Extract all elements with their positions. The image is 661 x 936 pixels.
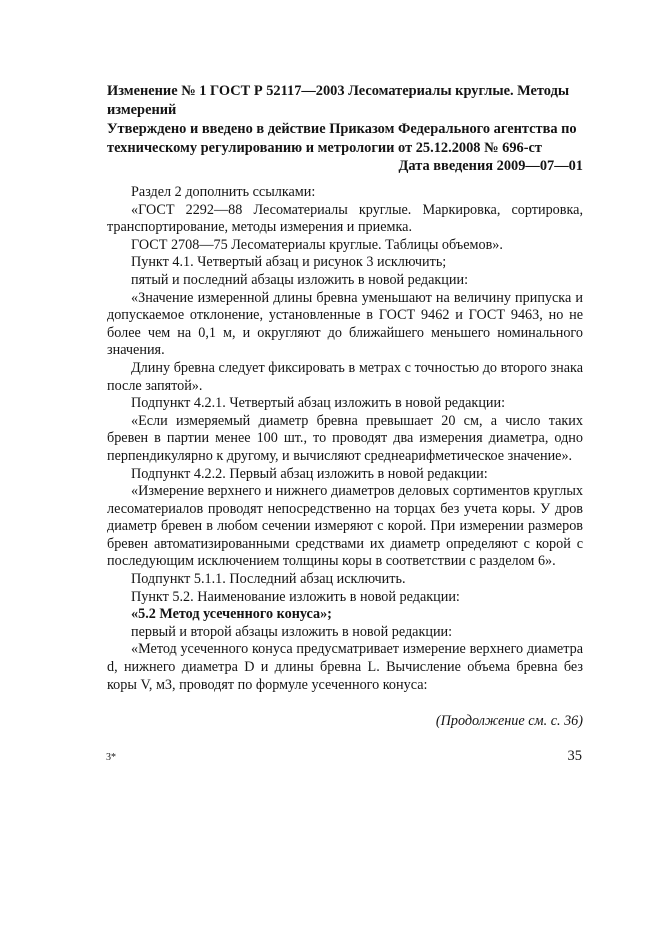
document-body: [107, 184, 583, 694]
paragraph: «Измерение верхнего и нижнего диаметров деловых сортиментов круглых лесоматериалов проводят непосредственно на торцах без учета коры. У дров диаметр бревен в любом сечении измеряют с корой. При измерении размеров бревен автоматизированными средствами их диаметр определяют с корой с последующим исключением толщины коры в соответствии с разделом 6».: [107, 483, 583, 570]
paragraph: Пункт 4.1. Четвертый абзац и рисунок 3 исключить;: [131, 254, 447, 271]
paragraph: «Если измеряемый диаметр бревна превышает 20 см, а число таких бревен в партии менее 100 шт., то проводят два измерения диаметра, одно перпендикулярно к другому, и вычисляют среднеарифметическое значение».: [107, 412, 583, 464]
sheet-mark: 3*: [106, 752, 116, 763]
paragraph: пятый и последний абзацы изложить в новой редакции:: [131, 271, 469, 288]
effective-date: Дата введения 2009—07—01: [398, 158, 583, 174]
paragraph: ГОСТ 2708—75 Лесоматериалы круглые. Таблицы объемов».: [131, 236, 503, 253]
paragraph: Раздел 2 дополнить ссылками:: [131, 184, 316, 200]
page-number: 35: [567, 748, 582, 764]
paragraph: Длину бревна следует фиксировать в метрах с точностью до второго знака после запятой».: [107, 359, 583, 394]
amendment-title: Изменение № 1 ГОСТ Р 52117—2003 Лесоматериалы круглые. Методы измерений: [107, 83, 570, 118]
paragraph: первый и второй абзацы изложить в новой редакции:: [131, 623, 453, 640]
paragraph: Подпункт 4.2.1. Четвертый абзац изложить в новой редакции:: [131, 395, 506, 412]
paragraph: Пункт 5.2. Наименование изложить в новой редакции:: [131, 588, 460, 605]
section-heading: «5.2 Метод усеченного конуса»;: [131, 606, 332, 623]
paragraph: «ГОСТ 2292—88 Лесоматериалы круглые. Маркировка, сортировка, транспортирование, методы измерения и приемка.: [107, 201, 583, 236]
paragraph: «Метод усеченного конуса предусматривает измерение верхнего диаметра d, нижнего диаметра D и длины бревна L. Вычисление объема бревна без коры V, м3, проводят по формуле усеченного конуса:: [107, 641, 583, 693]
continued-note: (Продолжение см. с. 36): [435, 713, 583, 729]
paragraph: Подпункт 4.2.2. Первый абзац изложить в новой редакции:: [131, 465, 488, 482]
paragraph: Подпункт 5.1.1. Последний абзац исключить.: [131, 571, 406, 588]
paragraph: «Значение измеренной длины бревна уменьшают на величину припуска и допускаемое отклонение, установленные в ГОСТ 9462 и ГОСТ 9463, но не более чем на 0,1 м, и округляют до ближайшего меньшего номинального значения.: [107, 289, 583, 359]
approval-statement: Утверждено и введено в действие Приказом Федерального агентства по техническому регулированию и метрологии от 25.12.2008 № 696-ст: [107, 121, 577, 156]
